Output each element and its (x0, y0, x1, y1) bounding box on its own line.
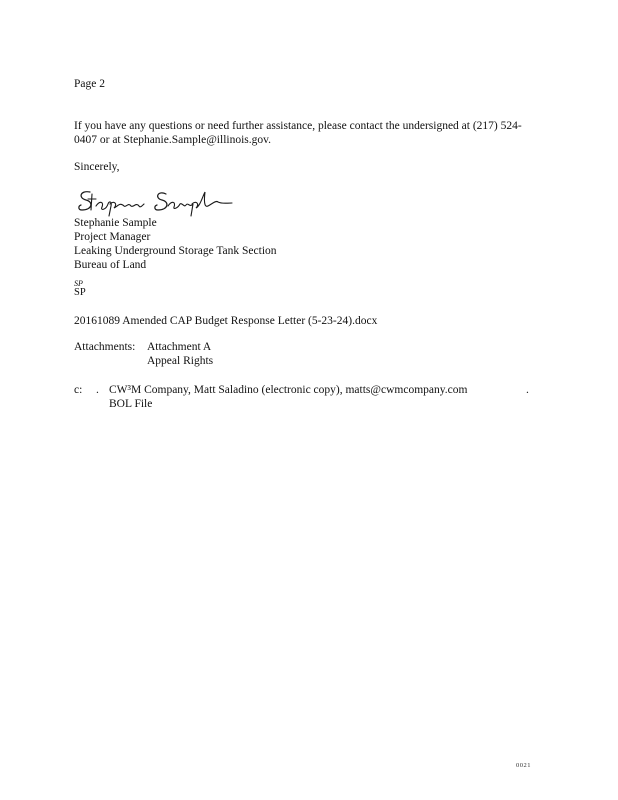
attachment-item: Attachment A (147, 341, 212, 353)
initials-handwritten: SP (74, 279, 83, 288)
signer-bureau: Bureau of Land (74, 259, 147, 271)
attachments-label: Attachments: (74, 341, 136, 353)
signer-title: Project Manager (74, 231, 151, 243)
cc-trailing-mark: . (526, 384, 529, 396)
contact-paragraph-line-2: 0407 or at Stephanie.Sample@illinois.gov. (74, 134, 272, 146)
file-reference: 20161089 Amended CAP Budget Response Letter (5-23-24).docx (74, 315, 378, 327)
handwritten-signature (76, 184, 246, 218)
page-number: Page 2 (74, 78, 105, 90)
contact-paragraph-line-1: If you have any questions or need further assistance, please contact the undersigned at (217) 524- (74, 120, 522, 132)
signer-name: Stephanie Sample (74, 217, 157, 229)
attachments-list (147, 340, 213, 368)
reviewer-initials (74, 280, 86, 297)
cc-item: BOL File (109, 398, 153, 410)
cc-bullet: . (96, 384, 99, 396)
cc-item: CW³M Company, Matt Saladino (electronic copy), matts@cwmcompany.com (109, 384, 468, 396)
closing: Sincerely, (74, 161, 120, 173)
cc-list (109, 383, 467, 411)
signer-section: Leaking Underground Storage Tank Section (74, 245, 277, 257)
page-footer-mark: 0021 (516, 762, 531, 769)
attachment-item: Appeal Rights (147, 355, 214, 367)
cc-label: c: (74, 384, 83, 396)
initials-typed: SP (74, 287, 86, 298)
